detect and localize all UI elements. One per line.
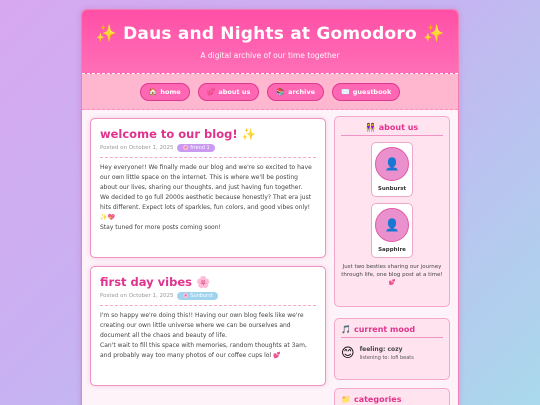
profile-card[interactable] [371,142,413,197]
about-description: Just two besties sharing our journey through life, one blog post at a time! 💕 [341,264,443,286]
nav-about-label: about us [218,87,251,96]
categories-title [341,395,443,405]
music-note-icon: 🎵 [341,325,351,334]
smile-icon: 😊 [341,346,355,361]
post-title-text: first day vibes [100,275,192,289]
site-subtitle: A digital archive of our time together [200,51,340,60]
post-paragraph: Stay tuned for more posts coming soon! [100,224,221,231]
avatar [375,147,409,181]
nav-guestbook-label: guestbook [352,87,392,96]
site-header [82,10,458,74]
post-paragraph: We decided to go full 2000s aesthetic because honestly? That era just hits different. Expect lots of sparkles, fun colors, and good vibes only! ✨💖 [100,194,312,221]
folder-icon: 📁 [341,395,351,404]
books-icon: 📚 [276,87,286,96]
avatar [375,208,409,242]
nav-home-label: home [160,87,181,96]
blog-post [90,118,326,258]
house-icon: 🏠 [148,87,158,96]
nav-guestbook-button[interactable] [332,83,400,101]
profile-card[interactable] [371,203,413,258]
blog-post [90,266,326,386]
nav-archive-button[interactable] [267,83,324,101]
post-title-text: welcome to our blog! [100,127,238,141]
sparkles-icon: ✨ [241,127,256,141]
mood-row [341,346,443,361]
nav-archive-label: archive [288,87,316,96]
blog-window [81,9,459,405]
mood-widget [334,318,450,380]
mood-title-text: current mood [353,325,416,334]
nav-about-button[interactable] [198,83,260,101]
categories-title-text: categories [353,395,402,404]
about-title-text: about us [378,123,419,132]
categories-widget [334,388,450,405]
mood-title [341,325,443,338]
site-title: ✨ Daus and Nights at Gomodoro ✨ [95,24,445,44]
post-title[interactable] [100,275,316,289]
mood-listening: listening to: lofi beats [359,355,414,361]
nav-bar [82,74,458,110]
post-meta [100,144,316,158]
post-paragraph: Hey everyone!! We finally made our blog and we're so excited to have our own little space on the internet. This is where we'll be posting about our lives, sharing our thoughts, and just having fun together. [100,164,312,191]
post-date: Posted on October 1, 2025 [100,293,174,299]
friends-icon: 👭 [365,123,376,132]
post-date: Posted on October 1, 2025 [100,145,174,151]
envelope-icon: ✉️ [341,87,350,96]
post-title[interactable] [100,127,316,141]
person-icon: 👤 [384,218,400,232]
post-meta [100,292,316,306]
person-icon: 👤 [384,157,400,171]
flower-icon: 🌸 [196,275,211,289]
hearts-icon: 💕 [206,87,216,96]
author-badge[interactable]: 🌸 friend 1 [177,144,214,152]
post-paragraph: Can't wait to fill this space with memories, random thoughts at 3am, and probably way too many photos of our coffee cups lol 💕 [100,342,307,359]
about-title [341,123,443,136]
profile-name: Sapphire [378,247,406,253]
post-body [100,163,316,233]
mood-label: feeling: cozy [359,346,403,353]
post-body [100,311,316,361]
nav-home-button[interactable] [140,83,190,101]
profile-name: Sunburst [377,186,407,192]
author-badge[interactable]: 🌸 Sunburst [177,292,217,300]
about-widget [334,116,450,307]
post-paragraph: I'm so happy we're doing this!! Having our own blog feels like we're creating our own little universe where we can be ourselves and document all the chaos and beauty of life. [100,312,304,339]
